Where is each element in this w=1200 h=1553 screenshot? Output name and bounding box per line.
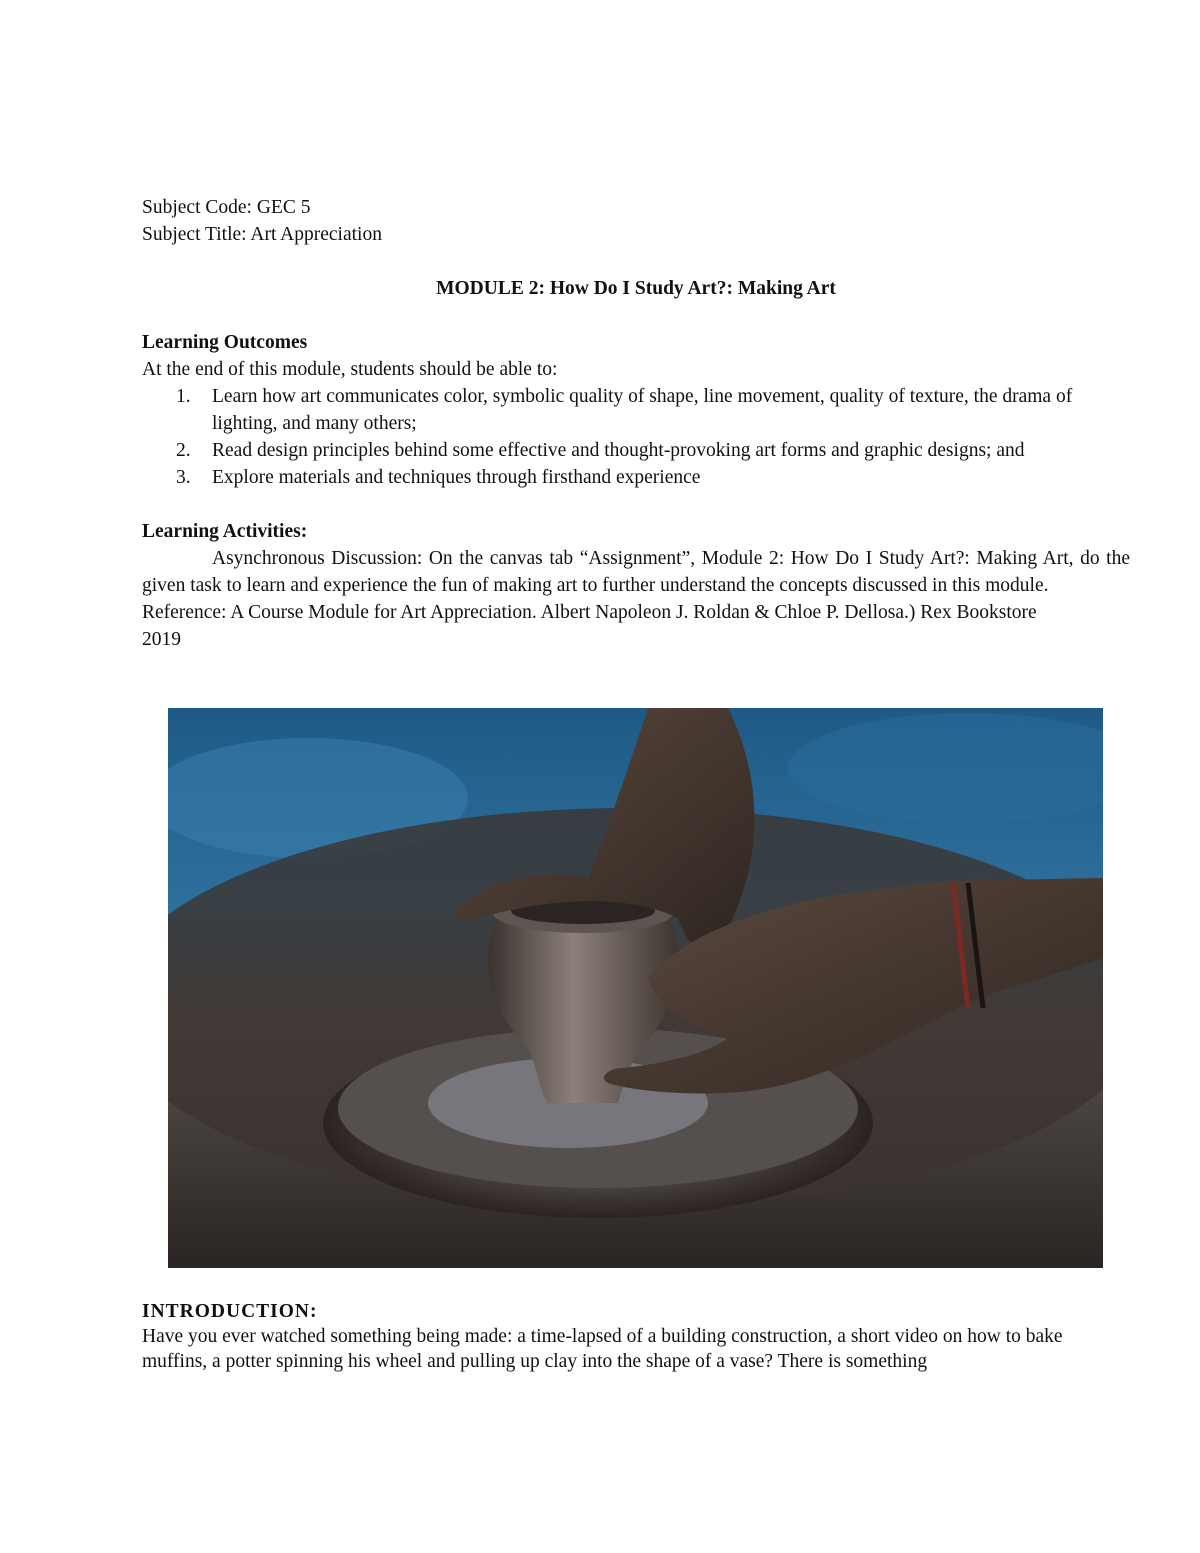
module-title: MODULE 2: How Do I Study Art?: Making Art bbox=[436, 278, 836, 299]
list-item-number: 1. bbox=[176, 386, 191, 407]
learning-activities-heading: Learning Activities: bbox=[142, 521, 308, 542]
list-item bbox=[142, 437, 1130, 464]
pottery-photo bbox=[168, 708, 1103, 1268]
list-item-text: Explore materials and techniques through firsthand experience bbox=[212, 467, 701, 488]
list-item-text: Read design principles behind some effective and thought-provoking art forms and graphic designs; and bbox=[212, 440, 1025, 461]
reference-text: Reference: A Course Module for Art Appreciation. Albert Napoleon J. Roldan & Chloe P. Dellosa.) Rex Bookstore 2019 bbox=[142, 602, 1037, 650]
list-item-number: 3. bbox=[176, 467, 191, 488]
introduction-paragraph: Have you ever watched something being made: a time-lapsed of a building construction, a short video on how to bake muffins, a potter spinning his wheel and pulling up clay into the shape of a vase? There is something bbox=[142, 1326, 1063, 1372]
learning-outcomes-intro: At the end of this module, students should be able to: bbox=[142, 359, 558, 380]
learning-outcomes-list bbox=[142, 383, 1130, 491]
document-body bbox=[142, 194, 1130, 653]
subject-code: Subject Code: GEC 5 bbox=[142, 197, 311, 218]
learning-outcomes-heading: Learning Outcomes bbox=[142, 332, 308, 353]
list-item bbox=[142, 383, 1130, 437]
subject-title: Subject Title: Art Appreciation bbox=[142, 224, 382, 245]
list-item-text: Learn how art communicates color, symbolic quality of shape, line movement, quality of texture, the drama of lighting, and many others; bbox=[212, 386, 1073, 434]
introduction-heading: INTRODUCTION: bbox=[142, 1301, 318, 1322]
introduction-section bbox=[142, 1299, 1130, 1374]
list-item bbox=[142, 464, 1130, 491]
learning-activities-paragraph: Asynchronous Discussion: On the canvas tab “Assignment”, Module 2: How Do I Study Art?: Making Art, do the given task to learn and experience the fun of making art to further understand the concepts discussed in this module. bbox=[142, 548, 1130, 596]
list-item-number: 2. bbox=[176, 440, 191, 461]
